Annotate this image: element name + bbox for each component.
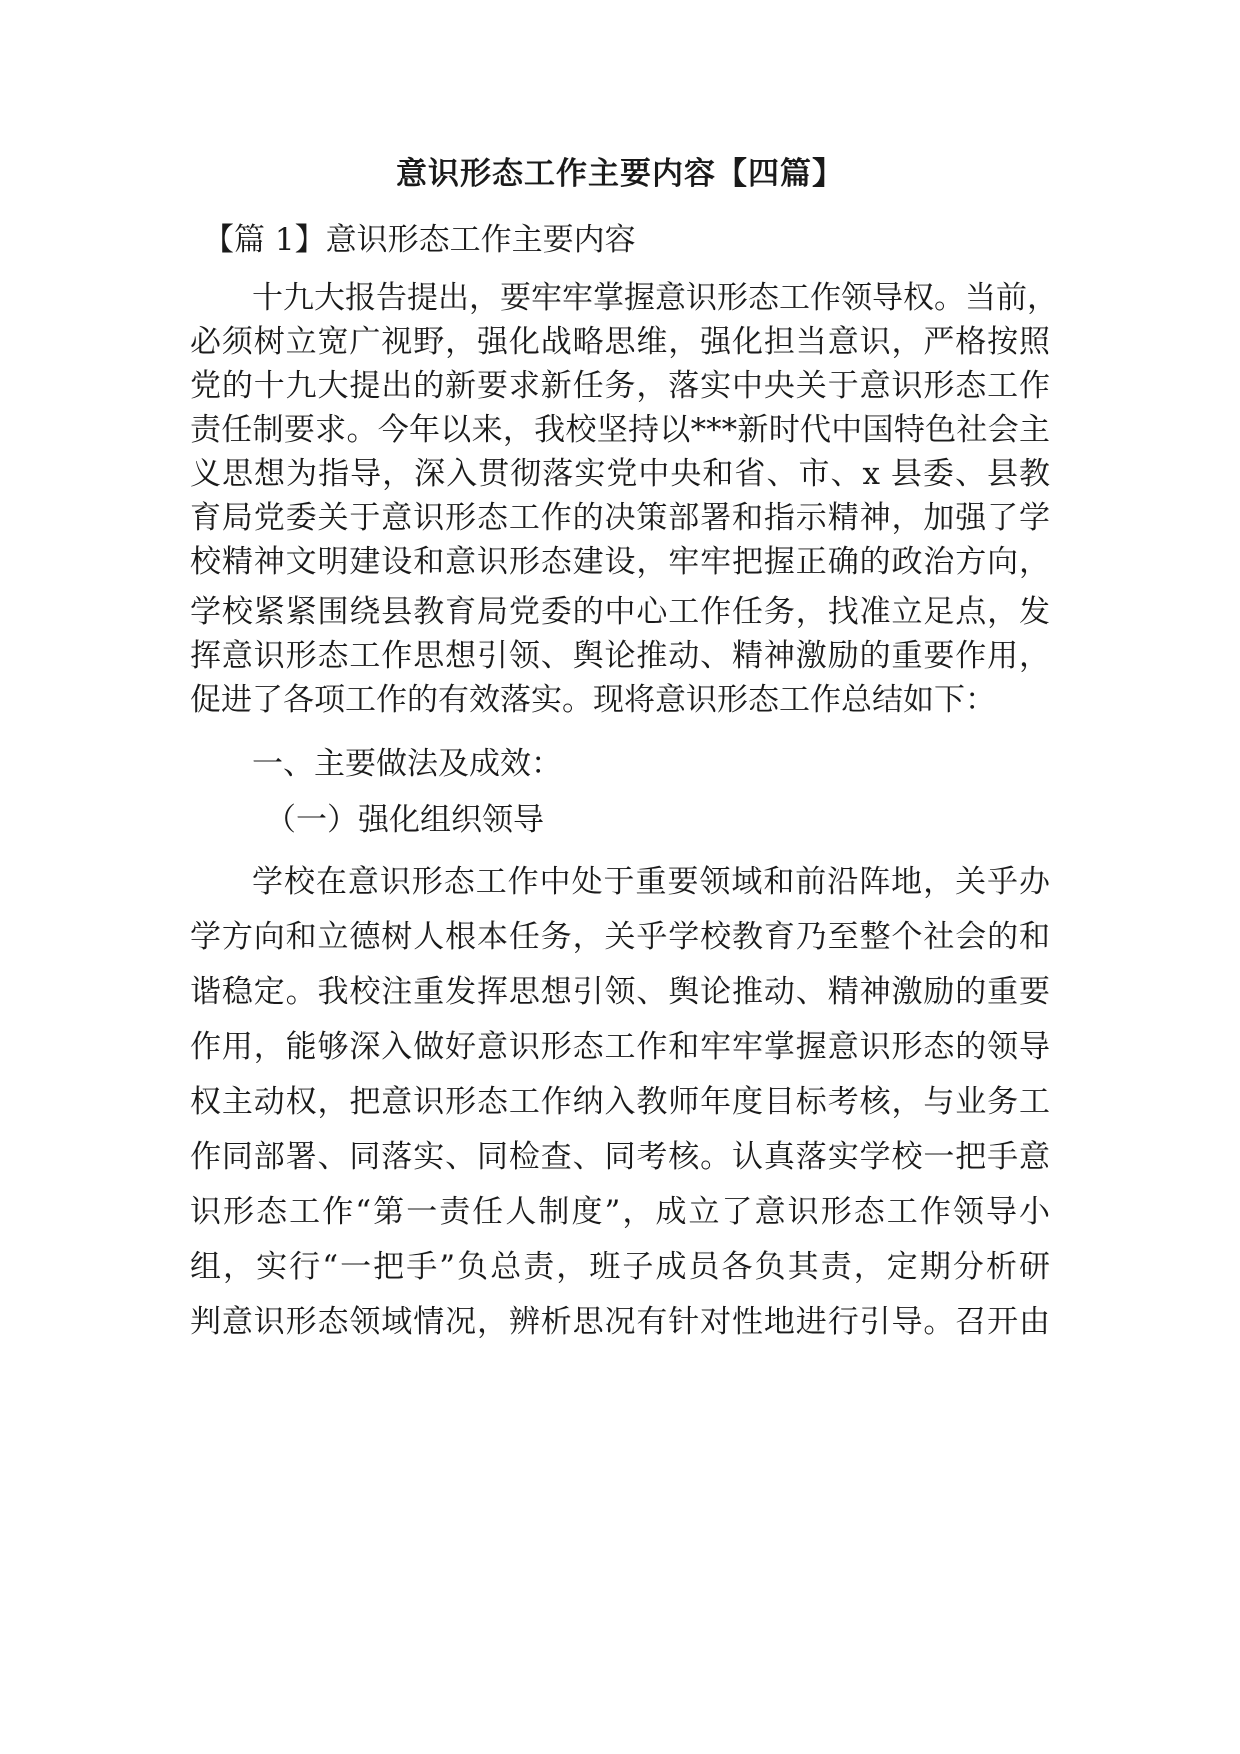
section-heading: 【篇 1】意识形态工作主要内容	[203, 222, 636, 258]
paragraph-line: 作用，能够深入做好意识形态工作和牢牢掌握意识形态的领导	[190, 1029, 1050, 1065]
main-heading: 一、主要做法及成效：	[252, 746, 562, 782]
paragraph-line: 必须树立宽广视野，强化战略思维，强化担当意识，严格按照	[190, 324, 1050, 360]
paragraph-line: 判意识形态领域情况，辨析思况有针对性地进行引导。召开由	[190, 1304, 1050, 1340]
paragraph-line: 组，实行“一把手”负总责，班子成员各负其责，定期分析研	[190, 1249, 1050, 1285]
paragraph-line: 责任制要求。今年以来，我校坚持以***新时代中国特色社会主	[190, 412, 1050, 448]
paragraph-line: 十九大报告提出，要牢牢掌握意识形态工作领导权。当前，	[252, 280, 1058, 316]
paragraph-line: 挥意识形态工作思想引领、舆论推动、精神激励的重要作用，	[190, 638, 1050, 674]
paragraph-line: 识形态工作“第一责任人制度”，成立了意识形态工作领导小	[190, 1194, 1050, 1230]
sub-heading: （一）强化组织领导	[265, 802, 544, 838]
paragraph-line: 学方向和立德树人根本任务，关乎学校教育乃至整个社会的和	[190, 919, 1050, 955]
paragraph-line: 义思想为指导，深入贯彻落实党中央和省、市、x 县委、县教	[190, 456, 1050, 492]
paragraph-line: 谐稳定。我校注重发挥思想引领、舆论推动、精神激励的重要	[190, 974, 1050, 1010]
paragraph-line: 校精神文明建设和意识形态建设，牢牢把握正确的政治方向，	[190, 544, 1050, 580]
paragraph-line: 学校在意识形态工作中处于重要领域和前沿阵地，关乎办	[252, 864, 1050, 900]
paragraph-line: 权主动权，把意识形态工作纳入教师年度目标考核，与业务工	[190, 1084, 1050, 1120]
paragraph-line: 学校紧紧围绕县教育局党委的中心工作任务，找准立足点，发	[190, 594, 1050, 630]
paragraph-line: 党的十九大提出的新要求新任务，落实中央关于意识形态工作	[190, 368, 1050, 404]
paragraph-line: 育局党委关于意识形态工作的决策部署和指示精神，加强了学	[190, 500, 1050, 536]
paragraph-line: 作同部署、同落实、同检查、同考核。认真落实学校一把手意	[190, 1139, 1050, 1175]
document-title: 意识形态工作主要内容【四篇】	[396, 156, 844, 192]
paragraph-line: 促进了各项工作的有效落实。现将意识形态工作总结如下：	[190, 682, 996, 718]
